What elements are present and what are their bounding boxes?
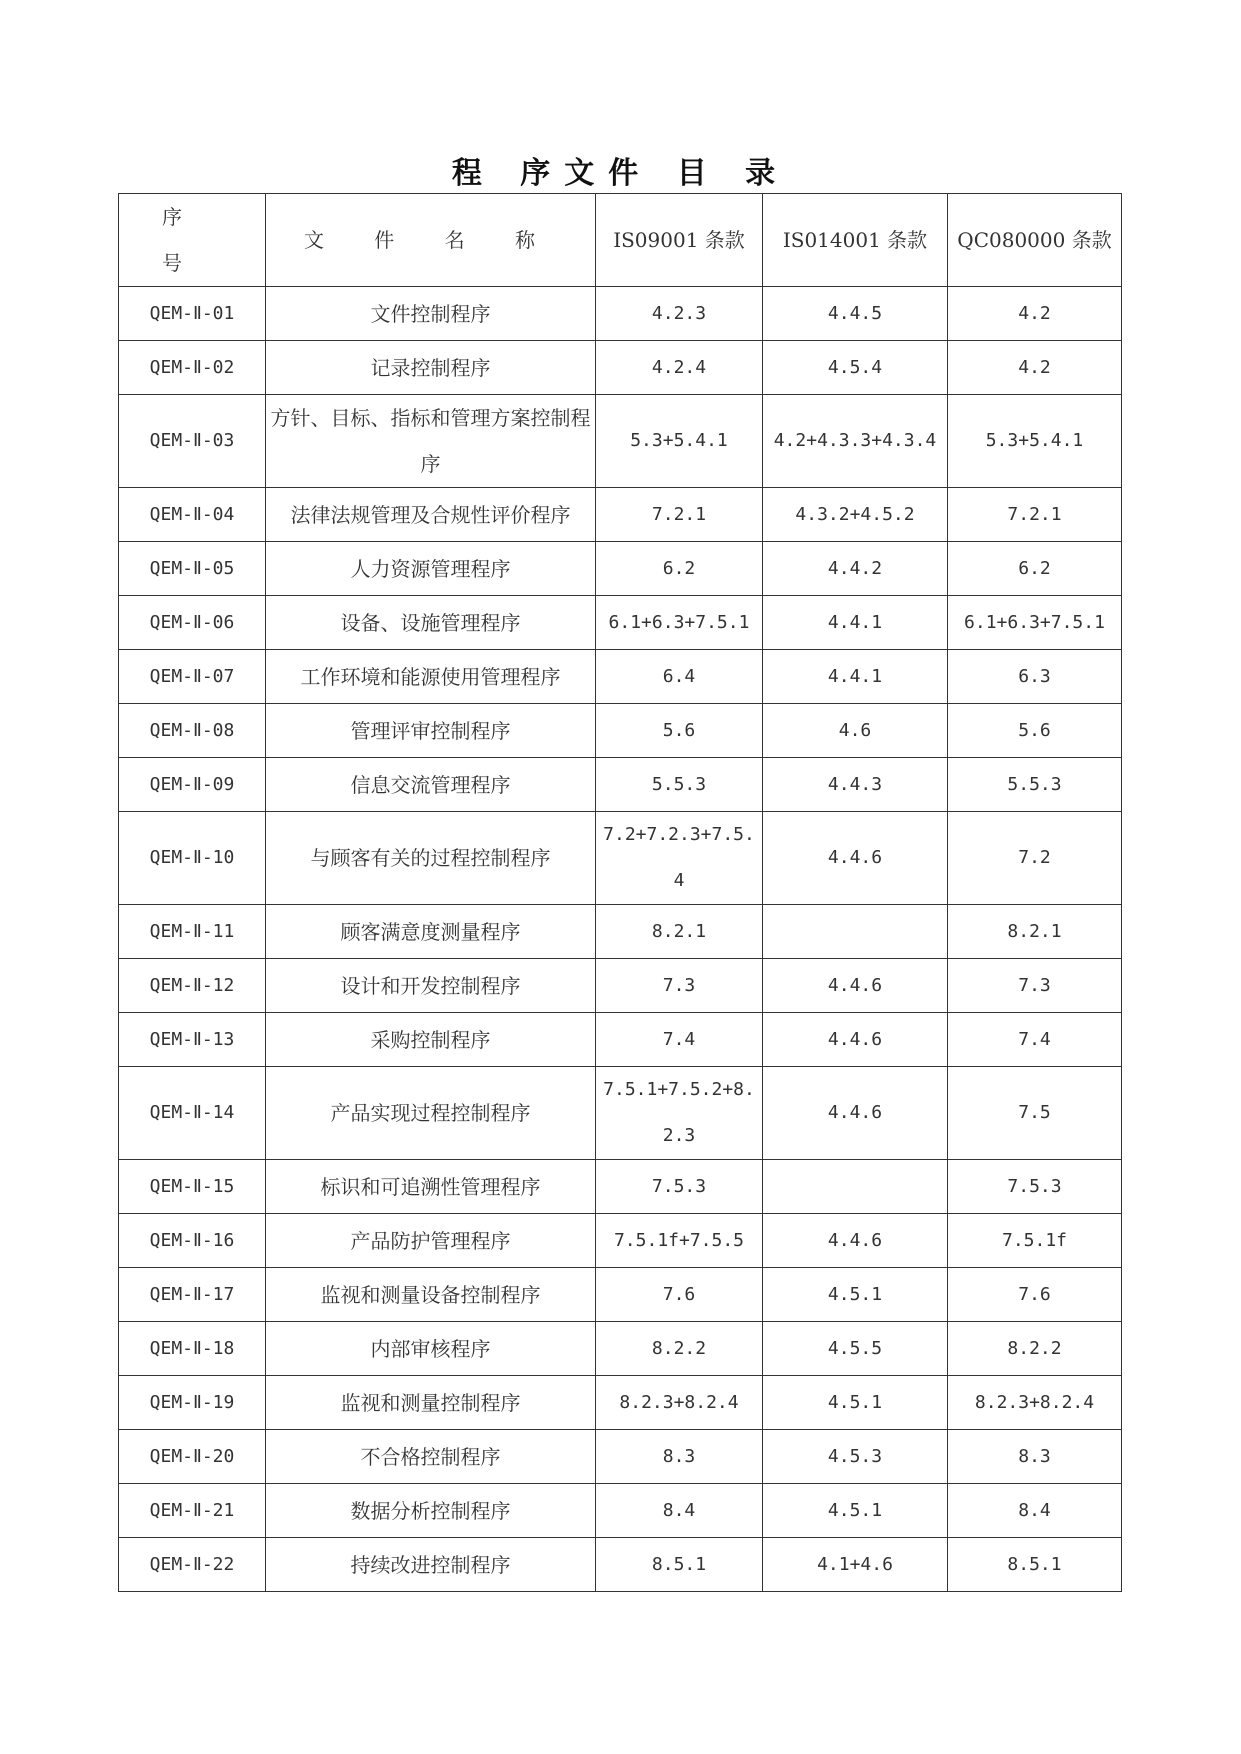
cell-code: QEM-Ⅱ-15 [119, 1160, 266, 1214]
cell-iso9001: 4.2.3 [596, 287, 763, 341]
table-header [119, 194, 1122, 287]
cell-name: 监视和测量控制程序 [266, 1376, 596, 1430]
table-row [119, 1484, 1122, 1538]
cell-qc080000: 8.3 [948, 1430, 1122, 1484]
cell-name: 工作环境和能源使用管理程序 [266, 650, 596, 704]
cell-iso14001: 4.4.1 [763, 596, 948, 650]
header-qc080000: QC080000 条款 [948, 194, 1122, 287]
table-row [119, 287, 1122, 341]
table-row [119, 1322, 1122, 1376]
table-row [119, 395, 1122, 488]
table-row [119, 812, 1122, 905]
cell-qc080000: 7.5 [948, 1067, 1122, 1160]
table-row [119, 1013, 1122, 1067]
table-row [119, 905, 1122, 959]
cell-iso9001: 6.2 [596, 542, 763, 596]
cell-iso14001: 4.5.1 [763, 1268, 948, 1322]
cell-code: QEM-Ⅱ-20 [119, 1430, 266, 1484]
header-seq: 序 号 [119, 194, 266, 287]
cell-iso14001: 4.1+4.6 [763, 1538, 948, 1592]
cell-iso14001: 4.4.1 [763, 650, 948, 704]
cell-code: QEM-Ⅱ-13 [119, 1013, 266, 1067]
cell-iso14001: 4.3.2+4.5.2 [763, 488, 948, 542]
cell-code: QEM-Ⅱ-17 [119, 1268, 266, 1322]
cell-iso14001: 4.5.5 [763, 1322, 948, 1376]
cell-iso14001: 4.4.2 [763, 542, 948, 596]
table-row [119, 1268, 1122, 1322]
cell-code: QEM-Ⅱ-21 [119, 1484, 266, 1538]
cell-iso9001: 5.6 [596, 704, 763, 758]
cell-iso9001: 8.5.1 [596, 1538, 763, 1592]
cell-iso9001: 7.3 [596, 959, 763, 1013]
cell-code: QEM-Ⅱ-10 [119, 812, 266, 905]
cell-name: 设备、设施管理程序 [266, 596, 596, 650]
cell-code: QEM-Ⅱ-14 [119, 1067, 266, 1160]
cell-iso9001: 7.4 [596, 1013, 763, 1067]
cell-code: QEM-Ⅱ-01 [119, 287, 266, 341]
cell-iso14001: 4.4.6 [763, 1013, 948, 1067]
cell-iso9001: 7.5.1f+7.5.5 [596, 1214, 763, 1268]
cell-qc080000: 8.2.2 [948, 1322, 1122, 1376]
cell-name: 与顾客有关的过程控制程序 [266, 812, 596, 905]
cell-iso14001: 4.4.6 [763, 1067, 948, 1160]
page-title: 程 序文件 目 录 [451, 156, 790, 191]
cell-qc080000: 5.6 [948, 704, 1122, 758]
cell-qc080000: 8.2.3+8.2.4 [948, 1376, 1122, 1430]
cell-name: 人力资源管理程序 [266, 542, 596, 596]
cell-iso14001: 4.2+4.3.3+4.3.4 [763, 395, 948, 488]
cell-qc080000: 8.2.1 [948, 905, 1122, 959]
cell-iso14001: 4.4.6 [763, 812, 948, 905]
cell-iso9001: 7.2.1 [596, 488, 763, 542]
cell-code: QEM-Ⅱ-06 [119, 596, 266, 650]
header-iso9001: IS09001 条款 [596, 194, 763, 287]
cell-qc080000: 7.2.1 [948, 488, 1122, 542]
table-row [119, 1430, 1122, 1484]
cell-iso14001: 4.5.1 [763, 1484, 948, 1538]
cell-iso14001 [763, 1160, 948, 1214]
cell-qc080000: 4.2 [948, 287, 1122, 341]
cell-iso9001: 7.5.3 [596, 1160, 763, 1214]
cell-iso9001: 7.2+7.2.3+7.5.4 [596, 812, 763, 905]
cell-iso9001: 8.2.1 [596, 905, 763, 959]
cell-iso14001: 4.5.4 [763, 341, 948, 395]
table-row [119, 1067, 1122, 1160]
cell-code: QEM-Ⅱ-08 [119, 704, 266, 758]
cell-iso9001: 7.6 [596, 1268, 763, 1322]
cell-iso9001: 5.3+5.4.1 [596, 395, 763, 488]
table-row [119, 1214, 1122, 1268]
cell-code: QEM-Ⅱ-11 [119, 905, 266, 959]
table-body [119, 287, 1122, 1592]
cell-name: 采购控制程序 [266, 1013, 596, 1067]
cell-iso9001: 6.1+6.3+7.5.1 [596, 596, 763, 650]
cell-name: 设计和开发控制程序 [266, 959, 596, 1013]
cell-code: QEM-Ⅱ-09 [119, 758, 266, 812]
cell-iso9001: 8.4 [596, 1484, 763, 1538]
table-row [119, 341, 1122, 395]
cell-iso14001: 4.4.6 [763, 1214, 948, 1268]
cell-name: 数据分析控制程序 [266, 1484, 596, 1538]
table-row [119, 959, 1122, 1013]
cell-qc080000: 7.5.3 [948, 1160, 1122, 1214]
cell-iso14001: 4.4.3 [763, 758, 948, 812]
cell-name: 标识和可追溯性管理程序 [266, 1160, 596, 1214]
table-row [119, 1160, 1122, 1214]
cell-iso9001: 6.4 [596, 650, 763, 704]
cell-iso14001 [763, 905, 948, 959]
cell-iso14001: 4.6 [763, 704, 948, 758]
cell-iso9001: 4.2.4 [596, 341, 763, 395]
cell-code: QEM-Ⅱ-18 [119, 1322, 266, 1376]
cell-qc080000: 7.3 [948, 959, 1122, 1013]
cell-qc080000: 7.4 [948, 1013, 1122, 1067]
cell-iso9001: 8.2.2 [596, 1322, 763, 1376]
header-iso14001: IS014001 条款 [763, 194, 948, 287]
cell-code: QEM-Ⅱ-16 [119, 1214, 266, 1268]
header-name: 文 件 名 称 [266, 194, 596, 287]
cell-qc080000: 6.2 [948, 542, 1122, 596]
cell-qc080000: 4.2 [948, 341, 1122, 395]
cell-name: 持续改进控制程序 [266, 1538, 596, 1592]
cell-qc080000: 7.2 [948, 812, 1122, 905]
cell-name: 方针、目标、指标和管理方案控制程序 [266, 395, 596, 488]
cell-name: 内部审核程序 [266, 1322, 596, 1376]
cell-iso9001: 7.5.1+7.5.2+8.2.3 [596, 1067, 763, 1160]
cell-qc080000: 6.3 [948, 650, 1122, 704]
cell-name: 文件控制程序 [266, 287, 596, 341]
cell-code: QEM-Ⅱ-22 [119, 1538, 266, 1592]
cell-qc080000: 6.1+6.3+7.5.1 [948, 596, 1122, 650]
cell-iso9001: 8.2.3+8.2.4 [596, 1376, 763, 1430]
procedure-catalog-table [118, 193, 1122, 1592]
cell-qc080000: 7.6 [948, 1268, 1122, 1322]
cell-qc080000: 5.3+5.4.1 [948, 395, 1122, 488]
table-row [119, 596, 1122, 650]
cell-code: QEM-Ⅱ-04 [119, 488, 266, 542]
cell-iso9001: 8.3 [596, 1430, 763, 1484]
cell-name: 不合格控制程序 [266, 1430, 596, 1484]
cell-code: QEM-Ⅱ-19 [119, 1376, 266, 1430]
cell-name: 信息交流管理程序 [266, 758, 596, 812]
cell-code: QEM-Ⅱ-07 [119, 650, 266, 704]
cell-name: 记录控制程序 [266, 341, 596, 395]
table-row [119, 1538, 1122, 1592]
cell-code: QEM-Ⅱ-02 [119, 341, 266, 395]
table-row [119, 758, 1122, 812]
table-row [119, 542, 1122, 596]
cell-name: 顾客满意度测量程序 [266, 905, 596, 959]
table-row [119, 1376, 1122, 1430]
cell-name: 管理评审控制程序 [266, 704, 596, 758]
table-row [119, 650, 1122, 704]
cell-qc080000: 8.5.1 [948, 1538, 1122, 1592]
cell-code: QEM-Ⅱ-03 [119, 395, 266, 488]
cell-name: 产品防护管理程序 [266, 1214, 596, 1268]
cell-qc080000: 5.5.3 [948, 758, 1122, 812]
cell-iso14001: 4.4.6 [763, 959, 948, 1013]
cell-iso9001: 5.5.3 [596, 758, 763, 812]
cell-iso14001: 4.5.3 [763, 1430, 948, 1484]
cell-iso14001: 4.5.1 [763, 1376, 948, 1430]
table-row [119, 704, 1122, 758]
cell-iso14001: 4.4.5 [763, 287, 948, 341]
cell-name: 法律法规管理及合规性评价程序 [266, 488, 596, 542]
cell-code: QEM-Ⅱ-12 [119, 959, 266, 1013]
cell-qc080000: 8.4 [948, 1484, 1122, 1538]
cell-code: QEM-Ⅱ-05 [119, 542, 266, 596]
cell-qc080000: 7.5.1f [948, 1214, 1122, 1268]
cell-name: 监视和测量设备控制程序 [266, 1268, 596, 1322]
table-row [119, 488, 1122, 542]
cell-name: 产品实现过程控制程序 [266, 1067, 596, 1160]
